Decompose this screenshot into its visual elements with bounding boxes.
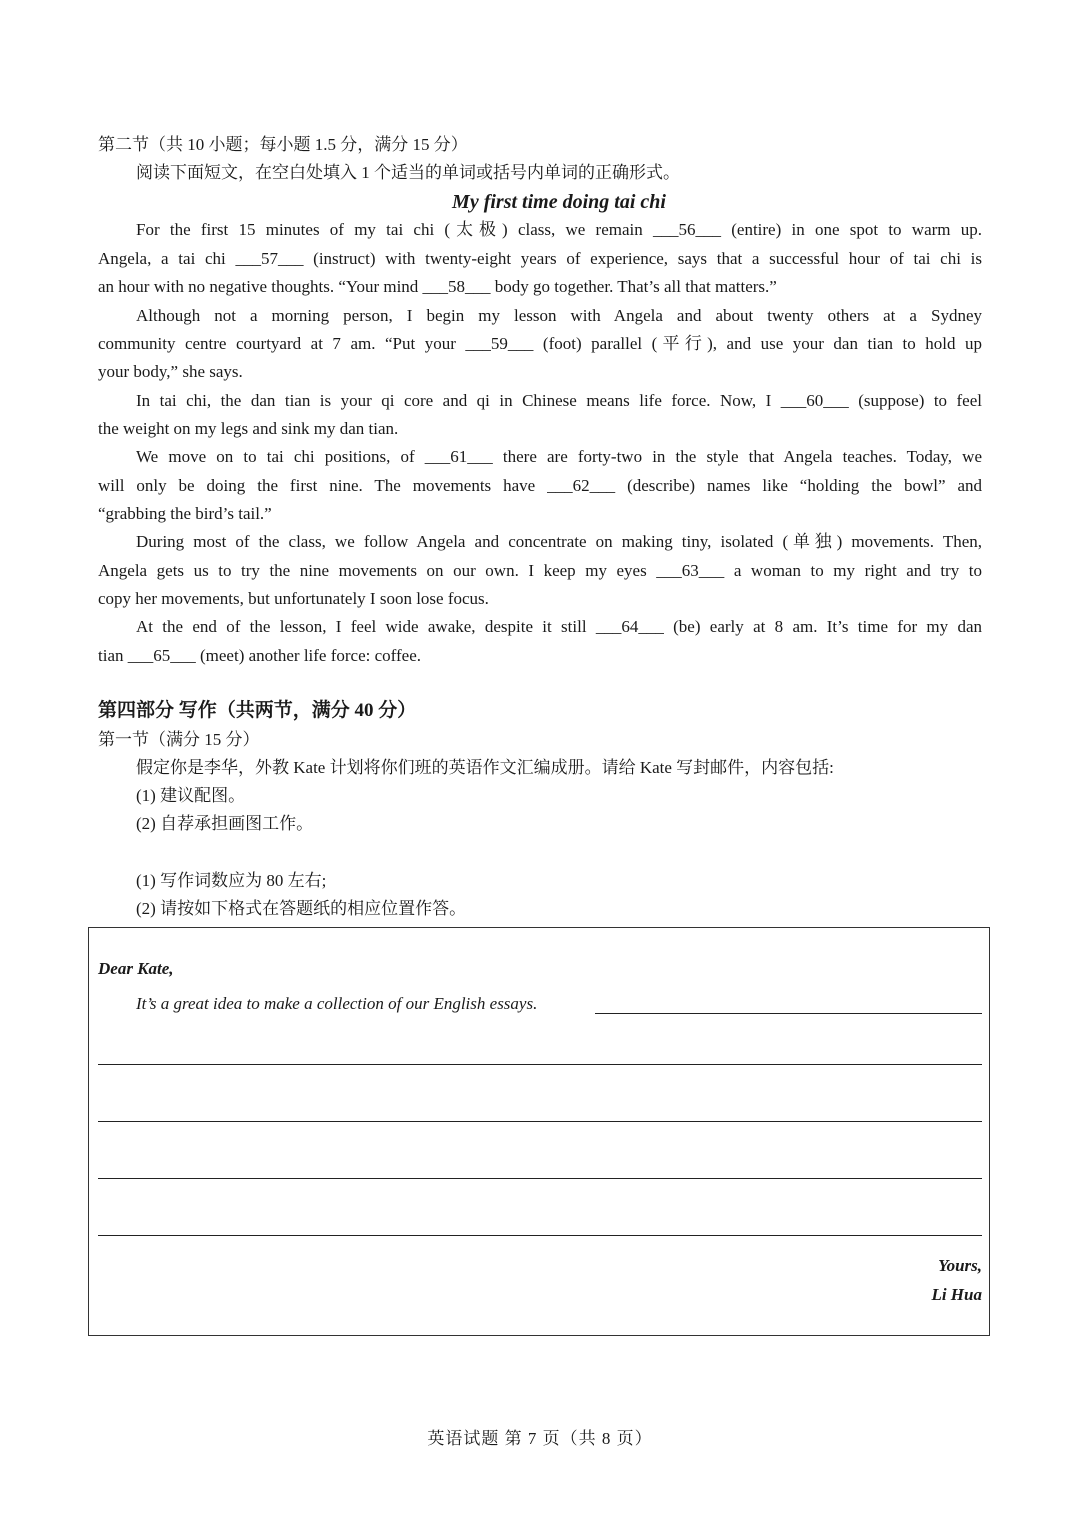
answer-line[interactable] — [98, 1235, 982, 1236]
passage-line: Although not a morning person, I begin my lesson with Angela and about twenty others at a Sydney — [136, 306, 982, 325]
passage-line: During most of the class, we follow Angela and concentrate on making tiny, isolated (单独) movements. Then, — [136, 532, 982, 551]
passage-line: At the end of the lesson, I feel wide awake, despite it still ___64___ (be) early at 8 am. It’s time for my dan — [136, 617, 982, 636]
answer-line[interactable] — [595, 1013, 982, 1014]
passage-line: In tai chi, the dan tian is your qi core and qi in Chinese means life force. Now, I ___60___ (suppose) to feel — [136, 391, 982, 410]
answer-box — [88, 927, 990, 1336]
passage-line: the weight on my legs and sink my dan tian. — [98, 419, 399, 438]
letter-salutation: Dear Kate, — [98, 959, 174, 978]
passage-title: My first time doing tai chi — [452, 191, 666, 213]
part-header: 第四部分 写作（共两节，满分 40 分） — [98, 700, 417, 721]
passage-line: For the first 15 minutes of my tai chi (太极) class, we remain ___56___ (entire) in one spot to warm up. — [136, 220, 982, 239]
passage-line: tian ___65___ (meet) another life force: coffee. — [98, 646, 422, 665]
prompt-point: (2) 自荐承担画图工作。 — [136, 814, 314, 833]
answer-line[interactable] — [98, 1178, 982, 1179]
passage-line: your body,” she says. — [98, 362, 243, 381]
writing-note: (2) 请按如下格式在答题纸的相应位置作答。 — [136, 899, 467, 918]
letter-opening: It’s a great idea to make a collection of our English essays. — [136, 994, 538, 1013]
prompt-point: (1) 建议配图。 — [136, 786, 246, 805]
writing-prompt: 假定你是李华，外教 Kate 计划将你们班的英语作文汇编成册。请给 Kate 写封邮件，内容包括: — [136, 758, 834, 777]
section-instruction: 阅读下面短文，在空白处填入 1 个适当的单词或括号内单词的正确形式。 — [136, 163, 680, 182]
letter-closing: Yours, — [938, 1256, 982, 1275]
passage-line: copy her movements, but unfortunately I soon lose focus. — [98, 589, 489, 608]
section-header: 第二节（共 10 小题；每小题 1.5 分，满分 15 分） — [98, 135, 468, 154]
answer-line[interactable] — [98, 1064, 982, 1065]
answer-line[interactable] — [98, 1121, 982, 1122]
letter-signature: Li Hua — [931, 1285, 982, 1304]
passage-line: will only be doing the first nine. The movements have ___62___ (describe) names like “holding the bowl” and — [98, 476, 982, 495]
passage-line: “grabbing the bird’s tail.” — [98, 504, 272, 523]
passage-line: Angela, a tai chi ___57___ (instruct) with twenty-eight years of experience, says that a successful hour of tai chi is — [98, 249, 982, 268]
section-header: 第一节（满分 15 分） — [98, 730, 260, 749]
page-footer: 英语试题 第 7 页（共 8 页） — [427, 1429, 653, 1448]
writing-note: (1) 写作词数应为 80 左右; — [136, 871, 327, 890]
passage-line: We move on to tai chi positions, of ___61___ there are forty-two in the style that Angela teaches. Today, we — [136, 447, 982, 466]
passage-line: Angela gets us to try the nine movements on our own. I keep my eyes ___63___ a woman to my right and try to — [98, 561, 982, 580]
passage-line: community centre courtyard at 7 am. “Put your ___59___ (foot) parallel (平行), and use your dan tian to hold up — [98, 334, 982, 353]
passage-line: an hour with no negative thoughts. “Your mind ___58___ body go together. That’s all that matters.” — [98, 277, 777, 296]
